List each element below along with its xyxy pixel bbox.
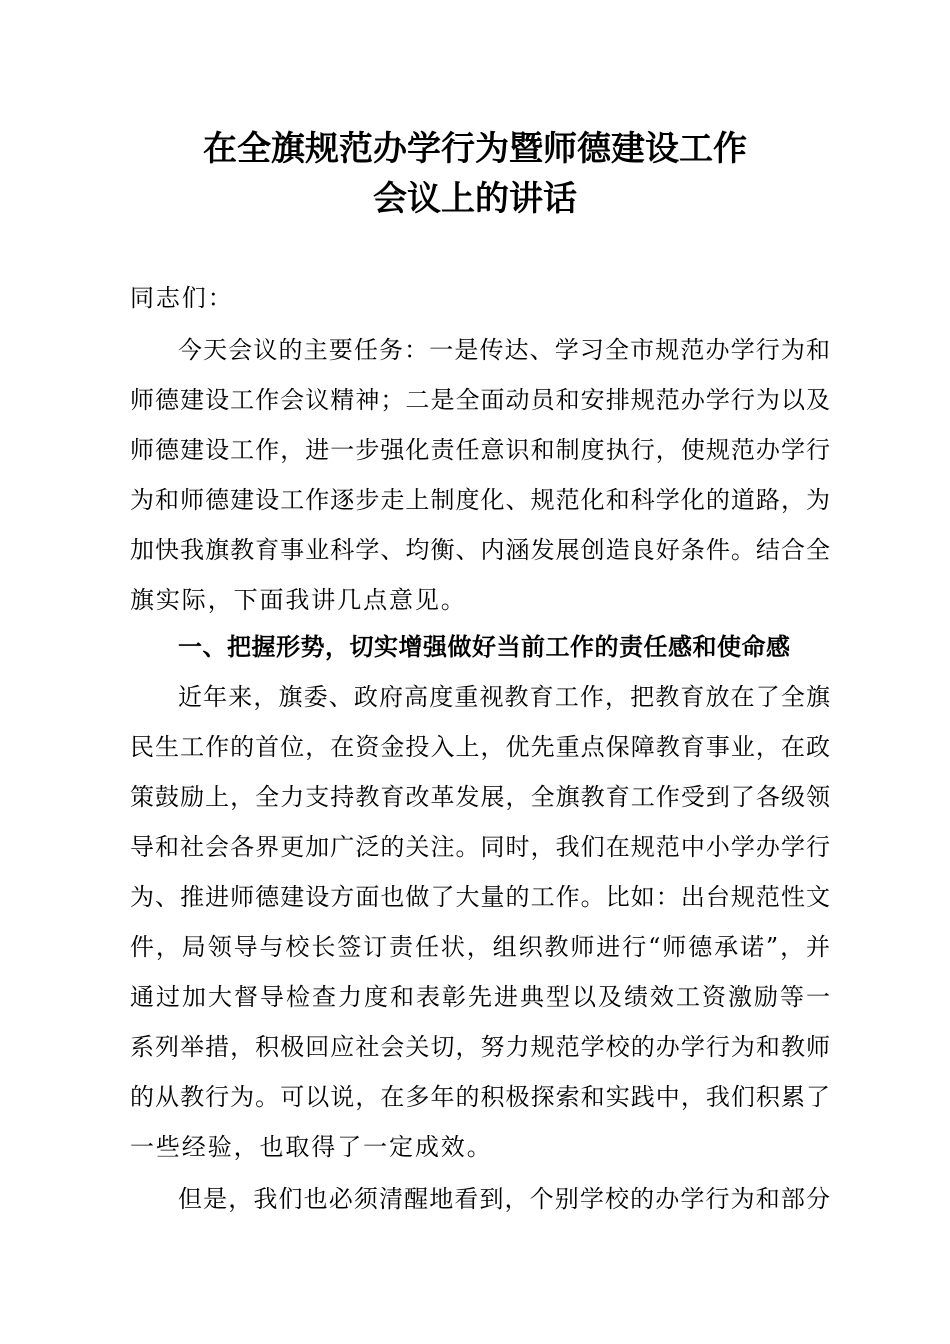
paragraph-line: 为和师德建设工作逐步走上制度化、规范化和科学化的道路，为 xyxy=(130,486,830,514)
paragraph-line: 导和社会各界更加广泛的关注。同时，我们在规范中小学办学行 xyxy=(130,833,830,861)
document-title-line-1: 在全旗规范办学行为暨师德建设工作 xyxy=(203,129,747,169)
paragraph-line: 的从教行为。可以说，在多年的积极探索和实践中，我们积累了 xyxy=(130,1083,830,1111)
paragraph-line: 师德建设工作，进一步强化责任意识和制度执行，使规范办学行 xyxy=(130,436,830,464)
salutation: 同志们： xyxy=(130,284,234,312)
paragraph-line: 为、推进师德建设方面也做了大量的工作。比如：出台规范性文 xyxy=(130,883,830,911)
section-heading: 一、把握形势，切实增强做好当前工作的责任感和使命感 xyxy=(178,633,791,661)
paragraph-line: 策鼓励上，全力支持教育改革发展，全旗教育工作受到了各级领 xyxy=(130,783,830,811)
document-title-line-2: 会议上的讲话 xyxy=(373,179,577,219)
paragraph-line: 一些经验，也取得了一定成效。 xyxy=(130,1133,493,1161)
paragraph-line: 加快我旗教育事业科学、均衡、内涵发展创造良好条件。结合全 xyxy=(130,536,830,564)
paragraph-line: 系列举措，积极回应社会关切，努力规范学校的办学行为和教师 xyxy=(130,1033,830,1061)
paragraph-line: 通过加大督导检查力度和表彰先进典型以及绩效工资激励等一 xyxy=(130,983,830,1011)
paragraph-line: 师德建设工作会议精神；二是全面动员和安排规范办学行为以及 xyxy=(130,386,830,414)
paragraph-line: 但是，我们也必须清醒地看到，个别学校的办学行为和部分 xyxy=(178,1185,830,1213)
paragraph-line: 民生工作的首位，在资金投入上，优先重点保障教育事业，在政 xyxy=(130,733,830,761)
paragraph-line: 近年来，旗委、政府高度重视教育工作，把教育放在了全旗 xyxy=(178,683,830,711)
paragraph-line: 件，局领导与校长签订责任状，组织教师进行“师德承诺”，并 xyxy=(130,933,830,961)
paragraph-line: 今天会议的主要任务：一是传达、学习全市规范办学行为和 xyxy=(178,336,830,364)
paragraph-line: 旗实际，下面我讲几点意见。 xyxy=(130,586,467,614)
